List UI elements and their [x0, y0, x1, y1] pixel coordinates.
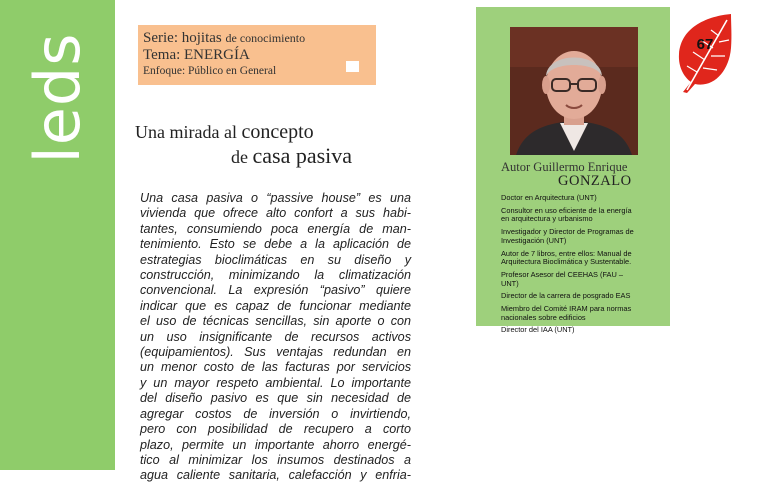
- body-line: indicar que es capaz de funcionar mediante: [140, 298, 411, 313]
- credential-item: [501, 305, 666, 322]
- article-title-line-2: [231, 143, 352, 169]
- credential-item: [501, 292, 666, 301]
- series-label: Serie:: [143, 30, 178, 46]
- author-credentials: [501, 194, 666, 339]
- brand-name: leds: [21, 32, 94, 164]
- tema-value: ENERGÍA: [184, 47, 250, 63]
- credential-line: Arquitectura Bioclimática y Sustentable.: [501, 257, 632, 267]
- title-line-1-prefix: Una mirada al: [135, 122, 237, 142]
- credential-item: [501, 250, 666, 267]
- credential-item: [501, 271, 666, 288]
- body-line: agua caliente sanitaria, calefacción y enfria-: [140, 468, 411, 483]
- credential-line: Investigador y Director de Programas de: [501, 227, 634, 237]
- credential-line: Director de la carrera de posgrado EAS: [501, 291, 631, 301]
- leaf-icon: [673, 12, 735, 94]
- credential-line: Investigación (UNT): [501, 235, 567, 245]
- author-photo: [510, 27, 638, 155]
- body-line: Una casa pasiva o “passive house” es una: [140, 191, 411, 205]
- credential-line: Doctor en Arquitectura (UNT): [501, 193, 597, 202]
- body-line: (equipamientos). Sus ventajas redundan en: [140, 345, 411, 360]
- author-panel: [476, 7, 670, 335]
- author-first-names: Guillermo Enrique: [533, 160, 628, 174]
- decorative-square: [346, 61, 359, 72]
- author-portrait-image: [510, 27, 638, 155]
- body-line: un uso insignificante de recursos activos: [140, 329, 411, 344]
- body-line: convencional. La expresión “pasivo” quiere: [140, 283, 411, 298]
- credential-item: [501, 228, 666, 245]
- enfoque-value: Público en General: [188, 65, 277, 77]
- issue-number: 67: [696, 36, 714, 53]
- credential-line: nacionales sobre edificios: [501, 312, 586, 322]
- credential-line: en arquitectura y urbanismo: [501, 214, 593, 224]
- credential-line: Miembro del Comité IRAM para normas: [501, 304, 632, 314]
- credential-line: Director del IAA (UNT): [501, 325, 575, 335]
- body-line: del diseño pasivo es que sin necesidad de: [140, 391, 411, 406]
- body-line: construcción, minimizando la climatización: [140, 268, 411, 283]
- title-line-1-emphasis: concepto: [241, 121, 314, 143]
- credential-item: [501, 326, 666, 335]
- body-line: tico al minimizar los insumos destinados a: [140, 452, 411, 467]
- body-line: un menor costo de las facturas por servicios: [140, 360, 411, 375]
- body-line: tantes, consumiendo poca energía de man-: [140, 221, 411, 236]
- body-line: y un mayor respeto ambiental. Lo importante: [140, 375, 411, 390]
- credential-line: Consultor en uso eficiente de la energía: [501, 205, 632, 215]
- credential-line: UNT): [501, 278, 519, 288]
- enfoque-line: [143, 65, 276, 77]
- body-line: plazo, permite un importante ahorro energé-: [140, 437, 411, 452]
- tema-label: Tema:: [143, 47, 181, 63]
- credential-line: Profesor Asesor del CEEHAS (FAU –: [501, 269, 623, 279]
- body-line: el uso de técnicas sencillas, sin aporte o con: [140, 314, 411, 329]
- body-line: tenimiento. Esto se debe a la aplicación de: [140, 237, 411, 252]
- brand-logo: [18, 10, 98, 190]
- author-label: Autor: [501, 160, 531, 174]
- body-line: pero con posibilidad de recupero a corto: [140, 422, 411, 437]
- credential-item: [501, 207, 666, 224]
- title-line-2-prefix: de: [231, 147, 248, 167]
- article-title-line-1: [135, 121, 314, 144]
- body-line: estrategias bioclimáticas en su diseño y: [140, 252, 411, 267]
- series-value-suffix: de conocimiento: [225, 31, 306, 45]
- body-line: agregar costos de inversión o invirtiendo,: [140, 406, 411, 421]
- body-line: vivienda que ofrece alto confort a sus habi-: [140, 206, 411, 221]
- author-surname: GONZALO: [558, 173, 632, 189]
- title-line-2-emphasis: casa pasiva: [252, 143, 353, 168]
- tema-line: [143, 47, 250, 64]
- credential-item: [501, 194, 666, 203]
- enfoque-label: Enfoque:: [143, 65, 186, 77]
- series-value: hojitas: [181, 30, 222, 46]
- series-line: [143, 30, 305, 47]
- credential-line: Autor de 7 libros, entre ellos: Manual de: [501, 248, 632, 258]
- series-info-box: [138, 25, 376, 85]
- article-body: [140, 191, 411, 484]
